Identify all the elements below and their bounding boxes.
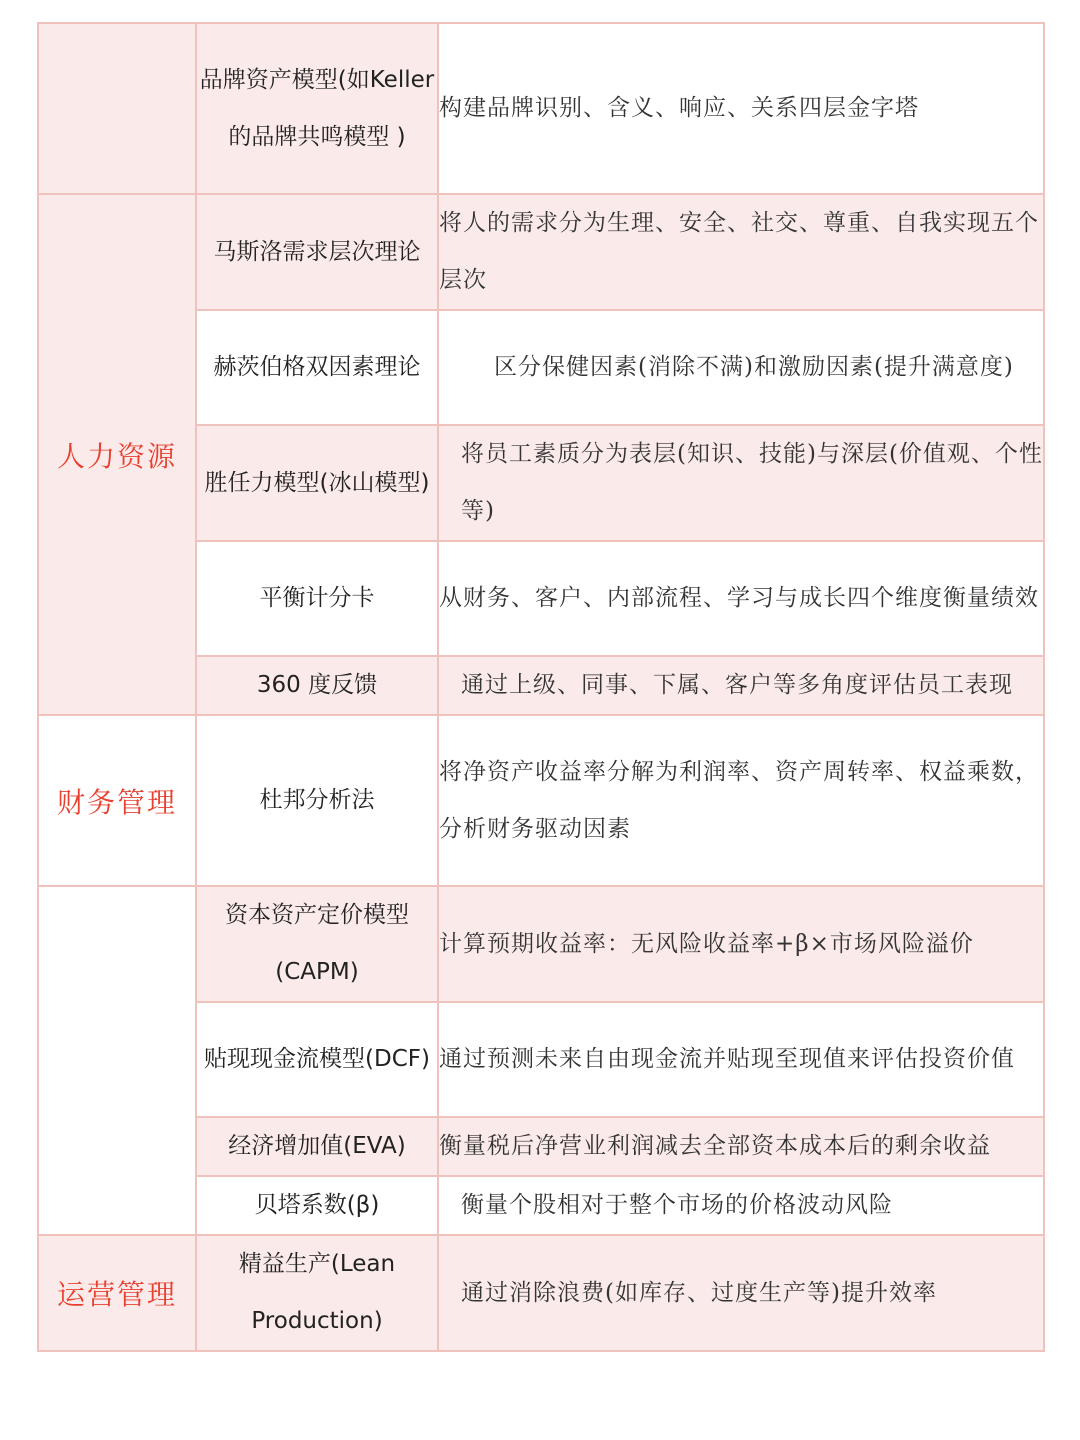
description-line: 分析财务驱动因素 bbox=[439, 815, 631, 842]
table-row bbox=[38, 1235, 1044, 1351]
category-cell: 人力资源 bbox=[38, 194, 196, 715]
table-row bbox=[38, 886, 1044, 1002]
model-cell: 经济增加值(EVA) bbox=[196, 1117, 438, 1176]
table-row bbox=[38, 715, 1044, 886]
description-cell: 衡量税后净营业利润减去全部资本成本后的剩余收益 bbox=[438, 1117, 1044, 1176]
model-cell: 品牌资产模型(如Keller 的品牌共鸣模型 ) bbox=[196, 23, 438, 194]
models-table bbox=[37, 22, 1045, 1352]
model-cell: 马斯洛需求层次理论 bbox=[196, 194, 438, 310]
description-cell: 从财务、客户、内部流程、学习与成长四个维度衡量绩效 bbox=[438, 541, 1044, 656]
description-cell: 计算预期收益率：无风险收益率+β×市场风险溢价 bbox=[438, 886, 1044, 1002]
description-cell: 构建品牌识别、含义、响应、关系四层金字塔 bbox=[438, 23, 1044, 194]
category-cell: 财务管理 bbox=[38, 715, 196, 886]
description-cell: 衡量个股相对于整个市场的价格波动风险 bbox=[438, 1176, 1044, 1235]
table-row bbox=[38, 23, 1044, 194]
category-cell: 运营管理 bbox=[38, 1235, 196, 1351]
description-cell: 通过消除浪费(如库存、过度生产等)提升效率 bbox=[438, 1235, 1044, 1351]
category-cell bbox=[38, 886, 196, 1235]
category-cell bbox=[38, 23, 196, 194]
description-cell: 通过预测未来自由现金流并贴现至现值来评估投资价值 bbox=[438, 1002, 1044, 1117]
model-cell: 贝塔系数(β) bbox=[196, 1176, 438, 1235]
description-cell: 将员工素质分为表层(知识、技能)与深层(价值观、个性等) bbox=[438, 425, 1044, 541]
model-cell: 贴现现金流模型(DCF) bbox=[196, 1002, 438, 1117]
table-row bbox=[38, 194, 1044, 310]
description-cell bbox=[438, 715, 1044, 886]
description-cell: 区分保健因素(消除不满)和激励因素(提升满意度) bbox=[438, 310, 1044, 425]
model-cell: 360 度反馈 bbox=[196, 656, 438, 715]
model-cell: 精益生产(Lean Production) bbox=[196, 1235, 438, 1351]
model-cell: 赫茨伯格双因素理论 bbox=[196, 310, 438, 425]
model-cell: 胜任力模型(冰山模型) bbox=[196, 425, 438, 541]
model-cell: 资本资产定价模型(CAPM) bbox=[196, 886, 438, 1002]
description-line: 将净资产收益率分解为利润率、资产周转率、权益乘数， bbox=[439, 758, 1039, 785]
model-cell: 杜邦分析法 bbox=[196, 715, 438, 886]
description-cell: 通过上级、同事、下属、客户等多角度评估员工表现 bbox=[438, 656, 1044, 715]
description-cell: 将人的需求分为生理、安全、社交、尊重、自我实现五个层次 bbox=[438, 194, 1044, 310]
model-cell: 平衡计分卡 bbox=[196, 541, 438, 656]
